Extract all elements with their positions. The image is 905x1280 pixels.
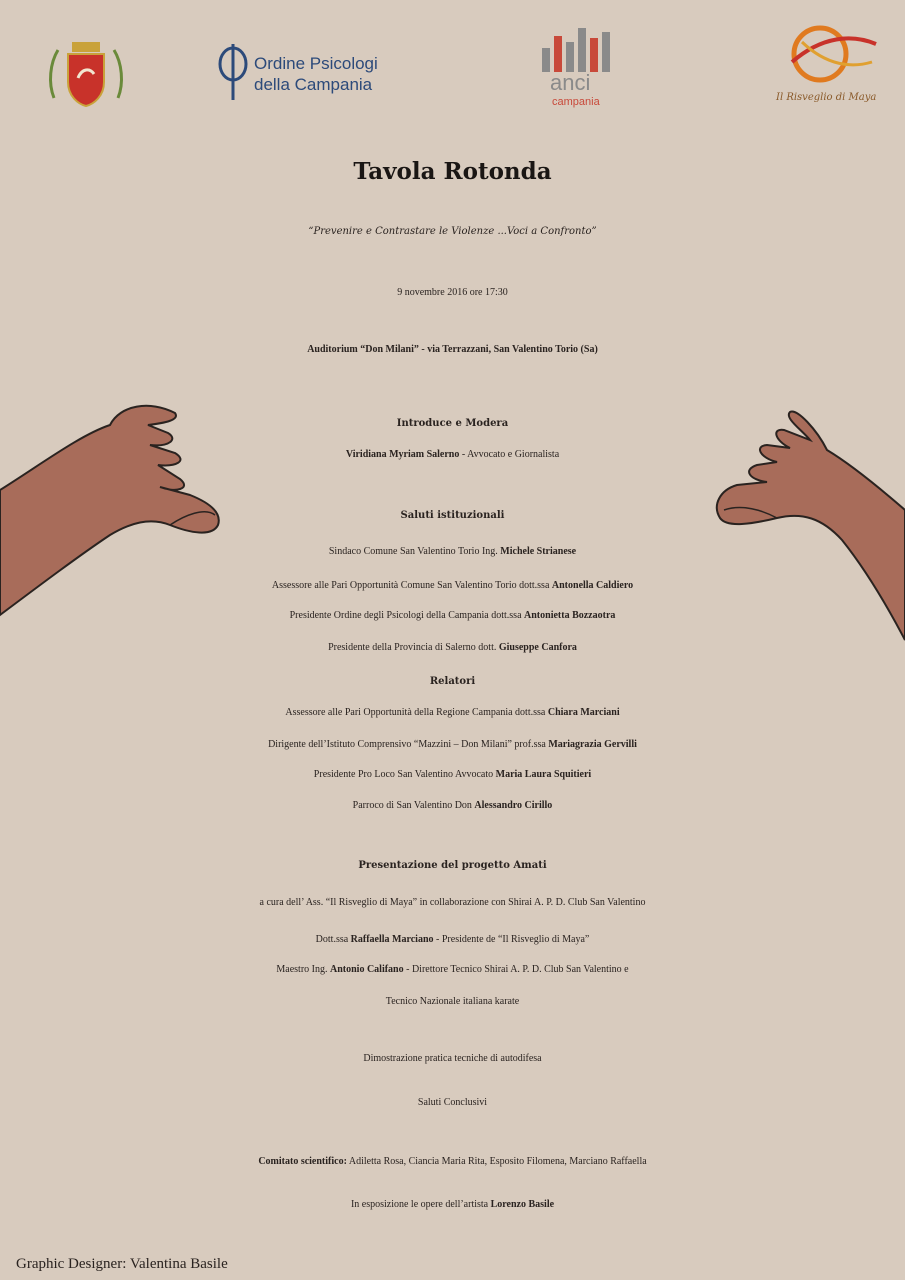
saluti-line <box>0 580 905 591</box>
saluti-role: Assessore alle Pari Opportunità Comune San Valentino Torio dott.ssa <box>271 580 552 591</box>
progetto-role: - Presidente de “Il Risveglio di Maya” <box>433 934 590 945</box>
progetto-line <box>0 934 905 945</box>
intro-line <box>0 449 905 460</box>
ordine-line1: Ordine Psicologi <box>254 54 378 73</box>
progetto-subline: a cura dell’ Ass. “Il Risveglio di Maya” in collaborazione con Shirai A. P. D. Club San Valentino <box>259 897 646 908</box>
anci-text: anci <box>550 70 591 95</box>
saluti-line <box>0 610 905 621</box>
saluti-name: Michele Strianese <box>500 546 577 557</box>
relatori-heading: Relatori <box>429 676 476 687</box>
relatore-role: Parroco di San Valentino Don <box>352 800 475 811</box>
relatori-line <box>0 739 905 750</box>
esposizione-line <box>0 1199 905 1210</box>
page-title: Tavola Rotonda <box>353 158 552 185</box>
demo-line: Dimostrazione pratica tecniche di autodifesa <box>363 1053 542 1064</box>
saluti-line <box>0 546 905 557</box>
comitato-members: Adiletta Rosa, Ciancia Maria Rita, Esposito Filomena, Marciano Raffaella <box>346 1156 647 1167</box>
progetto-title: Maestro Ing. <box>276 964 330 975</box>
saluti-line <box>0 642 905 653</box>
saluti-role: Presidente della Provincia di Salerno dott. <box>328 642 499 653</box>
relatore-role: Presidente Pro Loco San Valentino Avvocato <box>313 769 496 780</box>
event-date: 9 novembre 2016 ore 17:30 <box>397 287 508 298</box>
relatore-role: Assessore alle Pari Opportunità della Regione Campania dott.ssa <box>285 707 548 718</box>
conclusivi-line: Saluti Conclusivi <box>417 1097 488 1108</box>
relatore-name: Alessandro Cirillo <box>474 800 553 811</box>
relatore-role: Dirigente dell’Istituto Comprensivo “Mazzini – Don Milani” prof.ssa <box>268 739 549 750</box>
ordine-psicologi-logo <box>216 42 378 102</box>
moderator-role: - Avvocato e Giornalista <box>459 449 560 460</box>
progetto-line: Tecnico Nazionale italiana karate <box>385 996 520 1007</box>
comitato-line <box>0 1156 905 1167</box>
right-hand-illustration <box>712 400 905 670</box>
designer-credit: Graphic Designer: Valentina Basile <box>16 1256 228 1272</box>
risveglio-di-maya-logo <box>772 22 884 112</box>
anci-campania-logo <box>538 22 618 108</box>
relatore-name: Chiara Marciani <box>547 707 620 718</box>
artist-name: Lorenzo Basile <box>490 1199 555 1210</box>
intro-heading: Introduce e Modera <box>396 418 509 429</box>
subtitle: “Prevenire e Contrastare le Violenze ...Voci a Confronto” <box>308 226 597 237</box>
saluti-role: Sindaco Comune San Valentino Torio Ing. <box>328 546 501 557</box>
saluti-role: Presidente Ordine degli Psicologi della Campania dott.ssa <box>289 610 525 621</box>
relatore-name: Mariagrazia Gervilli <box>548 739 637 750</box>
progetto-role: - Direttore Tecnico Shirai A. P. D. Club San Valentino e <box>403 964 629 975</box>
progetto-name: Antonio Califano <box>329 964 404 975</box>
comune-crest-logo <box>44 38 128 110</box>
saluti-name: Antonietta Bozzaotra <box>524 610 616 621</box>
relatore-name: Maria Laura Squitieri <box>495 769 592 780</box>
anci-sub: campania <box>552 96 600 108</box>
saluti-name: Giuseppe Canfora <box>498 642 577 653</box>
risveglio-text: Il Risveglio di Maya <box>776 92 877 103</box>
relatori-line <box>0 769 905 780</box>
moderator-name: Viridiana Myriam Salerno <box>345 449 460 460</box>
progetto-title: Dott.ssa <box>315 934 351 945</box>
relatori-line <box>0 800 905 811</box>
progetto-heading: Presentazione del progetto Amati <box>358 860 547 871</box>
ordine-line2: della Campania <box>254 75 373 94</box>
saluti-heading: Saluti istituzionali <box>400 510 505 521</box>
progetto-line <box>0 964 905 975</box>
saluti-name: Antonella Caldiero <box>551 580 634 591</box>
progetto-name: Raffaella Marciano <box>350 934 434 945</box>
esposizione-text: In esposizione le opere dell’artista <box>350 1199 491 1210</box>
comitato-label: Comitato scientifico: <box>258 1156 347 1167</box>
event-venue: Auditorium “Don Milani” - via Terrazzani, San Valentino Torio (Sa) <box>307 344 598 355</box>
relatori-line <box>0 707 905 718</box>
